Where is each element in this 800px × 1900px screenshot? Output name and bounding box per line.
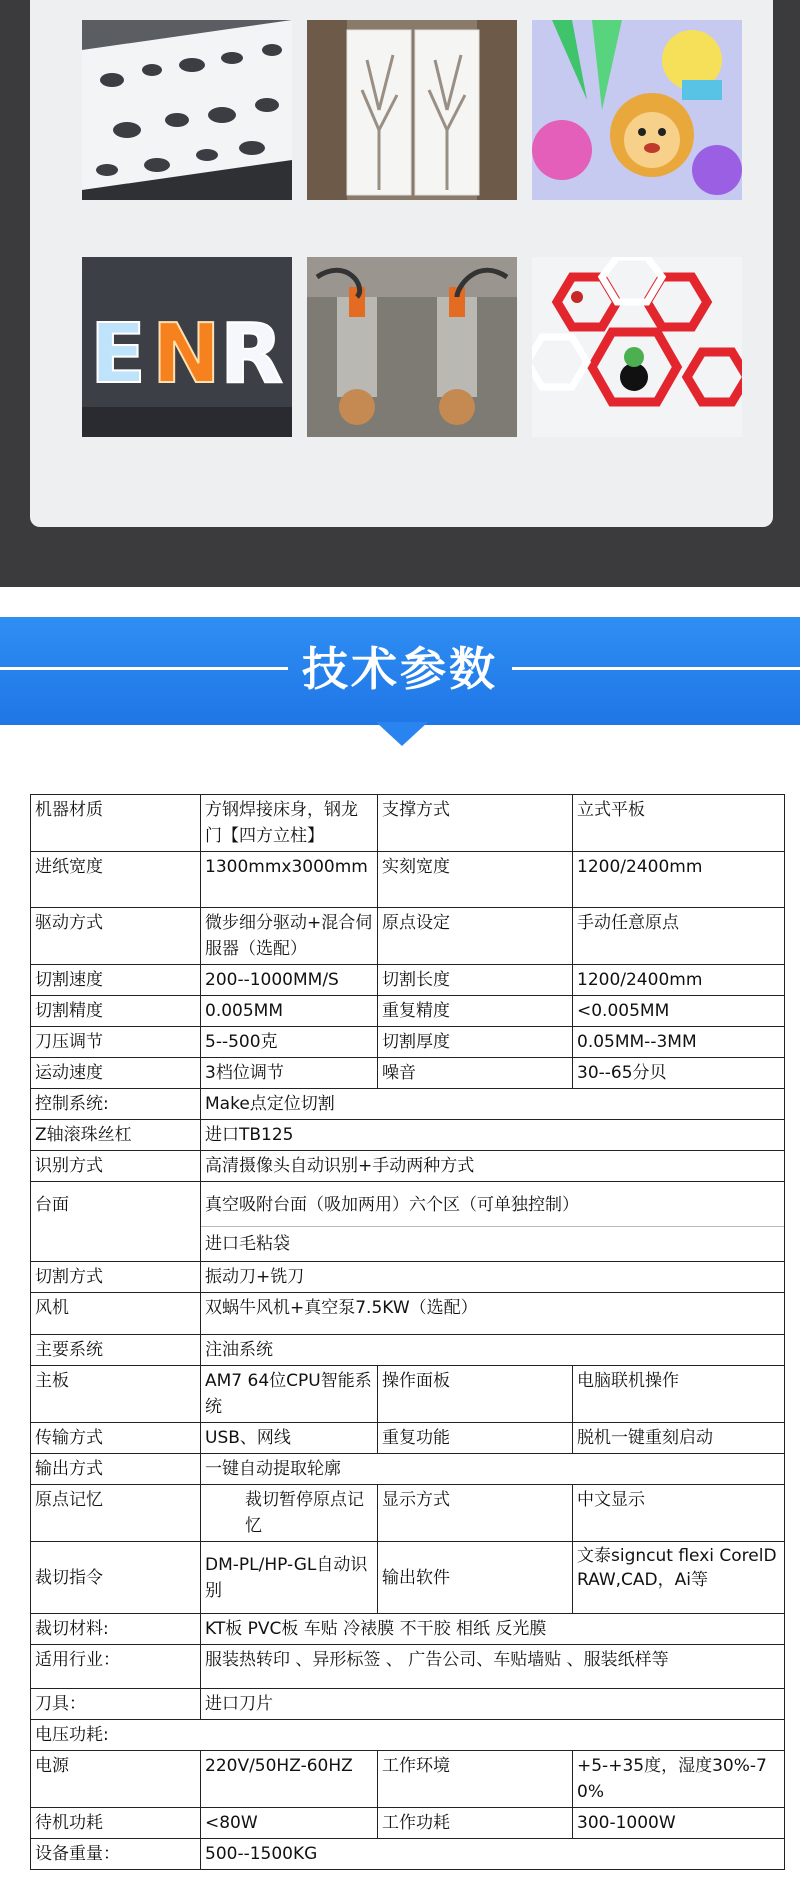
spec-label: 传输方式 [31,1423,201,1454]
tree-screen-image [307,20,517,200]
spec-label: 操作面板 [378,1366,573,1423]
table-row [31,908,785,965]
spec-value: 30--65分贝 [573,1058,785,1089]
section-banner [0,617,800,725]
spec-value: <0.005MM [573,996,785,1027]
spec-label: 进纸宽度 [31,852,201,908]
spec-value: 200--1000MM/S [201,965,378,996]
table-row [31,1689,785,1720]
table-row [31,1027,785,1058]
spec-value: 1200/2400mm [573,965,785,996]
table-row [31,1335,785,1366]
spec-label: 电压功耗: [31,1720,785,1751]
spec-value: +5-+35度，湿度30%-70% [573,1751,785,1808]
spec-value: 0.05MM--3MM [573,1027,785,1058]
svg-text:E: E [90,307,147,402]
spec-value: 0.005MM [201,996,378,1027]
svg-text:R: R [220,307,284,402]
spec-value: 5--500克 [201,1027,378,1058]
table-row [31,795,785,852]
banner-pointer [376,722,428,746]
spec-value: 立式平板 [573,795,785,852]
spec-label: 裁切指令 [31,1542,201,1614]
spec-label: 驱动方式 [31,908,201,965]
spec-label: 待机功耗 [31,1808,201,1839]
spec-value: 服装热转印 、异形标签 、 广告公司、车贴墙贴 、服装纸样等 [201,1645,785,1689]
table-row [31,996,785,1027]
spec-label: 裁切材料: [31,1614,201,1645]
spec-value: AM7 64位CPU智能系统 [201,1366,378,1423]
table-row [31,1485,785,1542]
spec-value: 电脑联机操作 [573,1366,785,1423]
spec-value: 微步细分驱动+混合伺服器（选配） [201,908,378,965]
table-row [31,1182,785,1262]
spec-value: 脱机一键重刻启动 [573,1423,785,1454]
enr-letters-image [82,257,292,437]
table-row [31,1614,785,1645]
spec-label: 台面 [31,1182,201,1262]
spec-label: Z轴滚珠丝杠 [31,1120,201,1151]
spec-value: 手动任意原点 [573,908,785,965]
svg-text:N: N [152,307,221,402]
spec-value: 3档位调节 [201,1058,378,1089]
carved-panel-image [82,20,292,200]
spec-label: 工作功耗 [378,1808,573,1839]
table-row [31,1151,785,1182]
table-row [31,1808,785,1839]
spec-value: <80W [201,1808,378,1839]
table-row [31,1089,785,1120]
section-title-text: 技术参数 [302,642,498,696]
table-row [31,852,785,908]
spec-value: 500--1500KG [201,1839,785,1870]
spec-label: 设备重量： [31,1839,201,1870]
spec-label: 重复精度 [378,996,573,1027]
spec-value: 220V/50HZ-60HZ [201,1751,378,1808]
spec-label: 原点设定 [378,908,573,965]
lion-display-image [532,20,742,200]
spec-label: 切割方式 [31,1262,201,1293]
table-row [31,1366,785,1423]
spec-value: 进口毛粘袋 [201,1226,784,1261]
spec-label: 电源 [31,1751,201,1808]
spec-label: 输出方式 [31,1454,201,1485]
table-row [31,1751,785,1808]
spec-label: 切割厚度 [378,1027,573,1058]
table-row [31,1542,785,1614]
spec-value: USB、网线 [201,1423,378,1454]
spec-label: 适用行业： [31,1645,201,1689]
table-row [31,1839,785,1870]
spec-value: KT板 PVC板 车贴 冷裱膜 不干胶 相纸 反光膜 [201,1614,785,1645]
spec-value: 振动刀+铣刀 [201,1262,785,1293]
table-row [31,1058,785,1089]
table-row [31,1645,785,1689]
spec-value: 中文显示 [573,1485,785,1542]
spindle-machine-image [307,257,517,437]
spec-value: 真空吸附台面（吸加两用）六个区（可单独控制） [205,1195,579,1215]
spec-table [30,794,785,1870]
spec-label: 切割精度 [31,996,201,1027]
section-title [0,639,800,699]
spec-label: 噪音 [378,1058,573,1089]
gallery-card [30,0,773,527]
spec-label: 风机 [31,1293,201,1335]
spec-value: 注油系统 [201,1335,785,1366]
spec-label: 输出软件 [378,1542,573,1614]
spec-value: 进口刀片 [201,1689,785,1720]
spec-label: 机器材质 [31,795,201,852]
spec-value: 双蜗牛风机+真空泵7.5KW（选配） [201,1293,785,1335]
table-row [31,965,785,996]
table-row [31,1454,785,1485]
spec-label: 运动速度 [31,1058,201,1089]
spec-label: 显示方式 [378,1485,573,1542]
table-row [31,1262,785,1293]
table-row [31,1120,785,1151]
spec-value-group [201,1182,785,1262]
spec-value: 1200/2400mm [573,852,785,908]
spec-label: 主板 [31,1366,201,1423]
spec-value: 1300mmx3000mm [201,852,378,908]
spec-value: 方钢焊接床身，钢龙门【四方立柱】 [201,795,378,852]
spec-value: 高清摄像头自动识别+手动两种方式 [201,1151,785,1182]
hexagon-shelf-image [532,257,742,437]
spec-label: 实刻宽度 [378,852,573,908]
spec-value: 一键自动提取轮廓 [201,1454,785,1485]
spec-value: 300-1000W [573,1808,785,1839]
spec-label: 识别方式 [31,1151,201,1182]
table-row [31,1423,785,1454]
spec-label: 支撑方式 [378,795,573,852]
spec-value: Make点定位切割 [201,1089,785,1120]
gallery-band [0,0,800,587]
spec-value: 裁切暂停原点记忆 [201,1485,378,1542]
spec-label: 重复功能 [378,1423,573,1454]
spec-value: 文泰signcut flexi CorelDRAW,CAD，Ai等 [573,1542,785,1614]
spec-label: 工作环境 [378,1751,573,1808]
spec-label: 刀压调节 [31,1027,201,1058]
spec-label: 切割速度 [31,965,201,996]
spec-label: 主要系统 [31,1335,201,1366]
spec-label: 刀具： [31,1689,201,1720]
spec-value: DM-PL/HP-GL自动识别 [201,1542,378,1614]
spec-label: 原点记忆 [31,1485,201,1542]
table-row [31,1720,785,1751]
spec-value: 进口TB125 [201,1120,785,1151]
spec-label: 切割长度 [378,965,573,996]
spec-label: 控制系统: [31,1089,201,1120]
table-row [31,1293,785,1335]
